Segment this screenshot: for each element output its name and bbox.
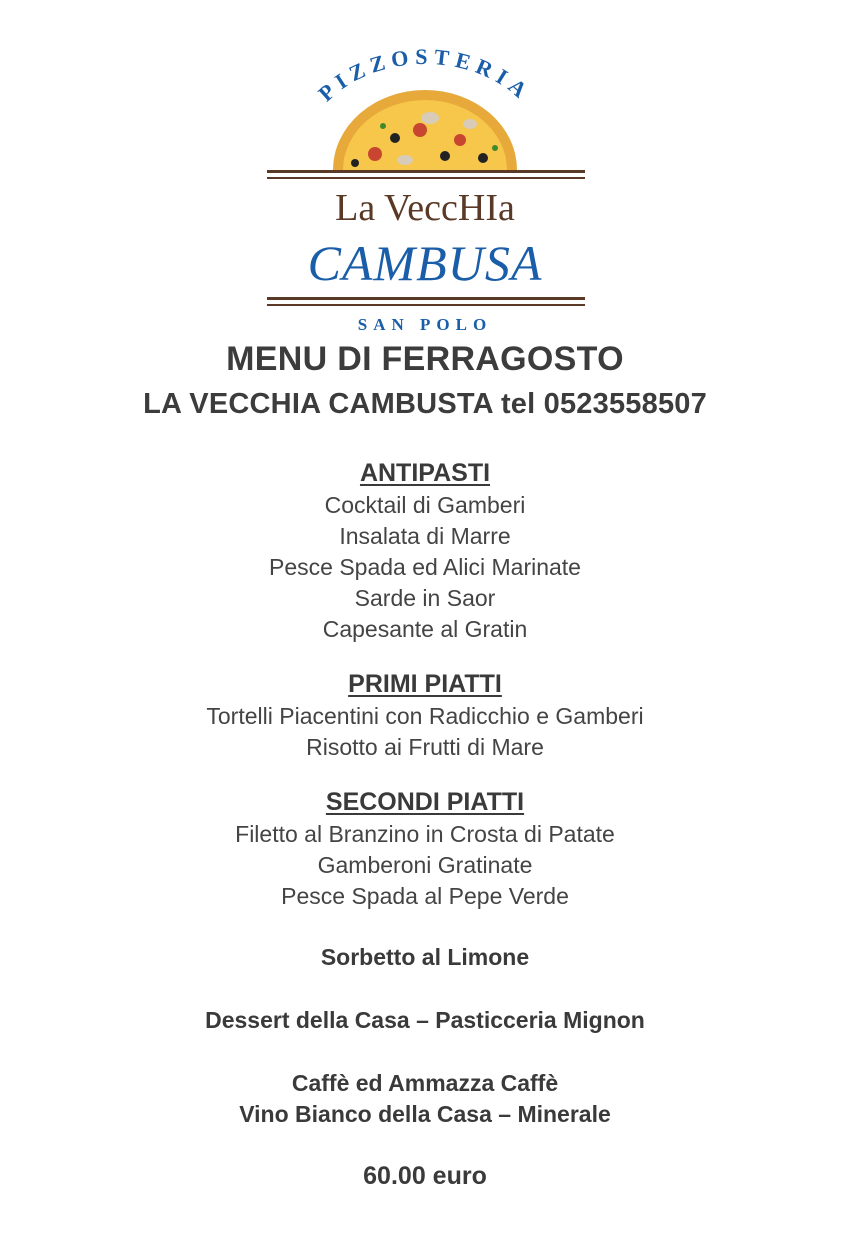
menu-item: Tortelli Piacentini con Radicchio e Gamberi <box>206 703 644 729</box>
logo-name-line1: La VeccHIa <box>335 187 515 229</box>
logo-name-line2: CAMBUSA <box>307 235 543 291</box>
sorbetto-line: Sorbetto al Limone <box>320 944 530 970</box>
menu-price: 60.00 euro <box>363 1162 487 1190</box>
section-title: PRIMI PIATTI <box>348 670 502 698</box>
menu-item: Pesce Spada al Pepe Verde <box>281 883 569 909</box>
drinks-line: Vino Bianco della Casa – Minerale <box>239 1101 611 1127</box>
logo-location: SAN POLO <box>357 315 493 334</box>
menu-item: Cocktail di Gamberi <box>324 492 526 518</box>
section-title: SECONDI PIATTI <box>325 788 525 816</box>
section-title: ANTIPASTI <box>359 459 491 487</box>
menu-item: Insalata di Marre <box>339 523 511 549</box>
menu-body <box>0 456 850 1191</box>
menu-item: Filetto al Branzino in Crosta di Patate <box>235 821 615 847</box>
menu-item: Pesce Spada ed Alici Marinate <box>269 554 581 580</box>
drinks-line: Caffè ed Ammazza Caffè <box>291 1070 559 1096</box>
section-antipasti <box>0 456 850 645</box>
menu-title: MENU DI FERRAGOSTO <box>226 340 624 378</box>
section-secondi <box>0 785 850 912</box>
menu-item: Capesante al Gratin <box>322 616 528 642</box>
menu-item: Risotto ai Frutti di Mare <box>306 734 544 760</box>
menu-item: Gamberoni Gratinate <box>317 852 533 878</box>
drinks-block <box>0 1068 850 1130</box>
restaurant-logo <box>255 48 595 338</box>
menu-item: Sarde in Saor <box>354 585 496 611</box>
dessert-line: Dessert della Casa – Pasticceria Mignon <box>205 1007 645 1033</box>
restaurant-contact: LA VECCHIA CAMBUSTA tel 0523558507 <box>143 388 707 420</box>
section-primi <box>0 667 850 763</box>
pizza-icon <box>333 90 517 170</box>
logo-top-text: PIZZOSTERIA <box>313 48 537 107</box>
